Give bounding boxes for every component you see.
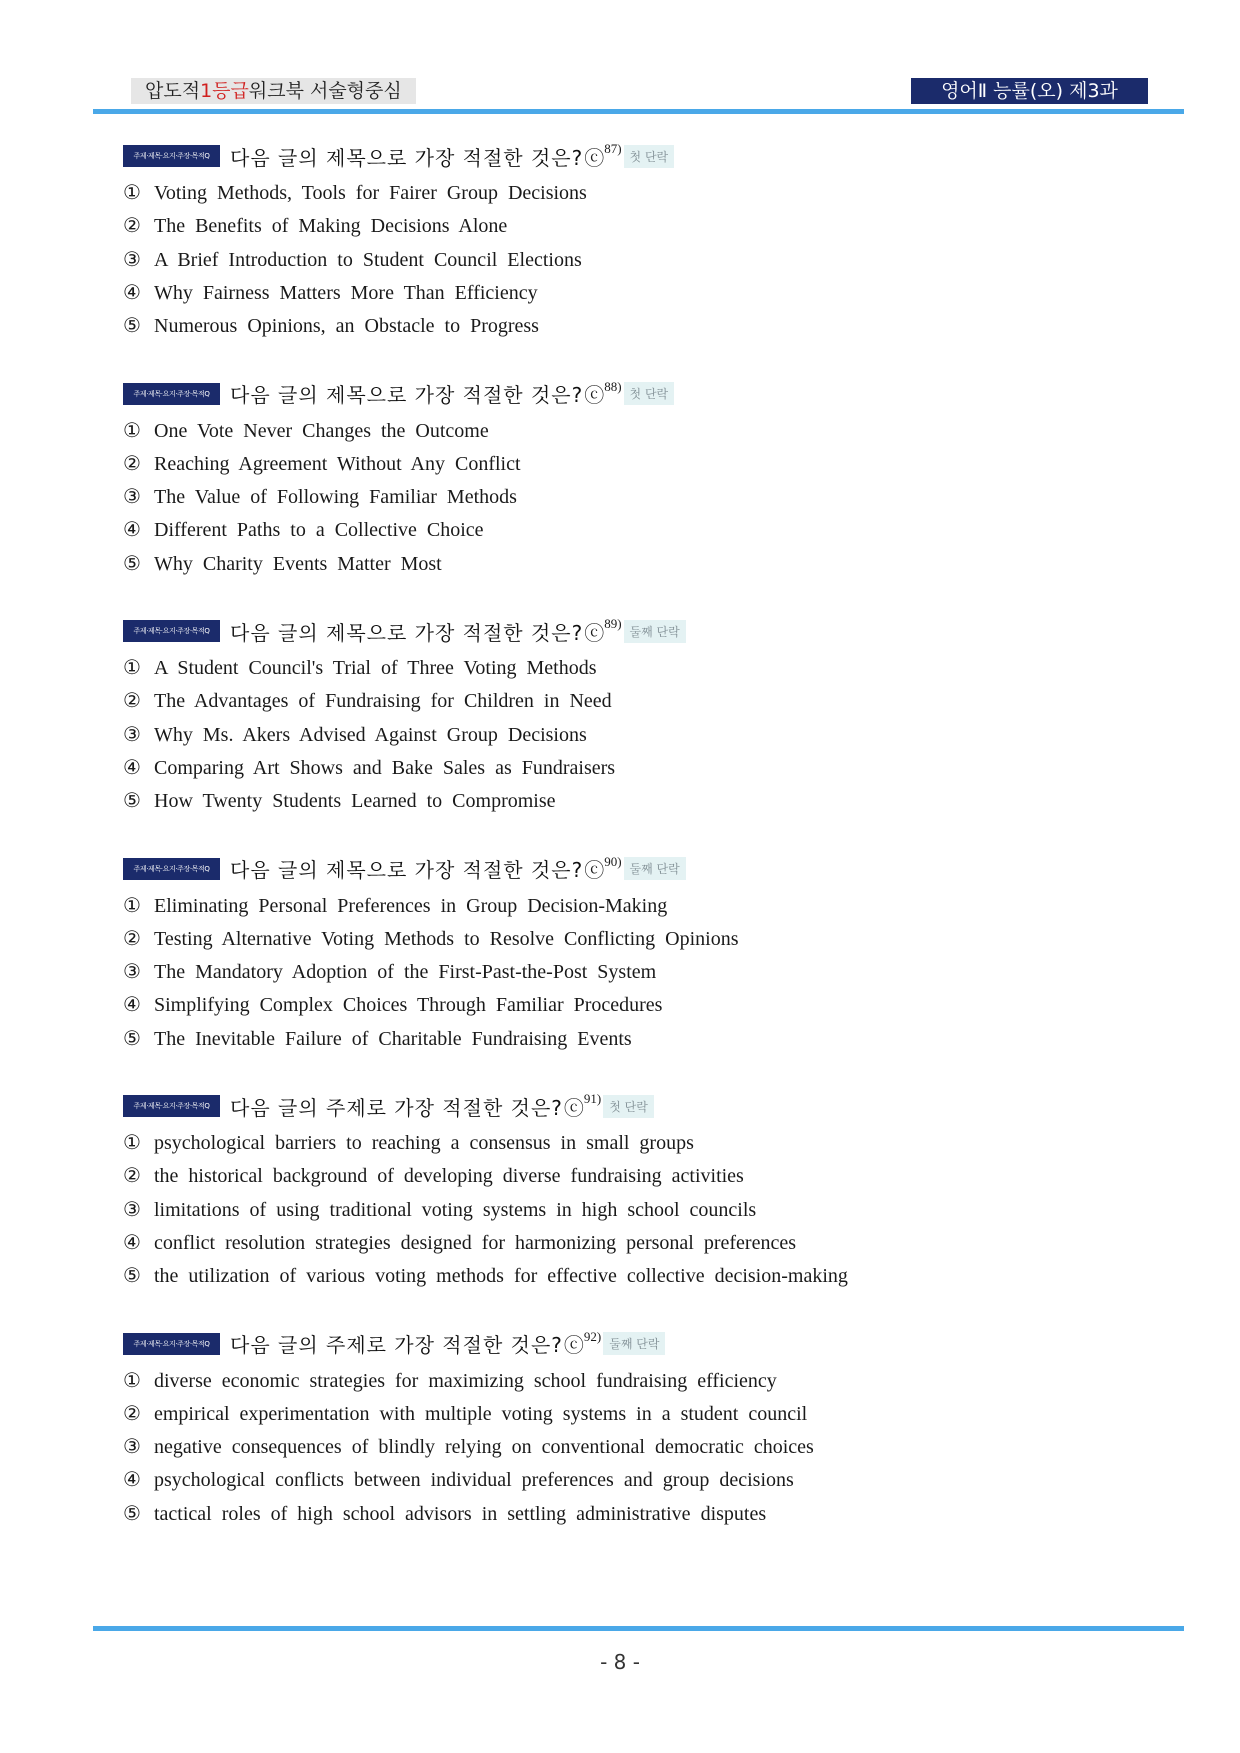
question-92 <box>123 1328 1123 1566</box>
option-number: ① <box>123 417 141 442</box>
workbook-title-prefix: 압도적 <box>145 80 201 102</box>
option-number: ④ <box>123 754 141 779</box>
option-text: Testing Alternative Voting Methods to Resolve Conflicting Opinions <box>154 927 739 950</box>
footer-rule <box>93 1626 1184 1631</box>
question-type-badge: 주제·제목·요지·주장·목적Q <box>123 1095 220 1117</box>
question-number: 88) <box>604 378 622 394</box>
option-number: ③ <box>123 484 141 509</box>
copyright-icon: ⓒ <box>584 860 605 882</box>
option-text: A Brief Introduction to Student Council Elections <box>154 248 582 271</box>
answer-option[interactable] <box>123 513 1123 546</box>
option-text: conflict resolution strategies designed for harmonizing personal preferences <box>154 1231 797 1254</box>
answer-options <box>123 889 1123 1055</box>
option-number: ③ <box>123 1196 141 1221</box>
option-number: ⑤ <box>123 313 141 338</box>
answer-option[interactable] <box>123 751 1123 784</box>
copyright-icon: ⓒ <box>563 1097 584 1120</box>
question-prompt: 다음 글의 제목으로 가장 적절한 것은? <box>230 858 584 882</box>
paragraph-tag: 둘째 단락 <box>624 857 686 880</box>
answer-option[interactable] <box>123 651 1123 684</box>
question-prompt: 다음 글의 주제로 가장 적절한 것은? <box>230 1095 563 1120</box>
copyright-icon: ⓒ <box>584 147 605 170</box>
option-text: the historical background of developing diverse fundraising activities <box>154 1165 744 1188</box>
answer-option[interactable] <box>123 955 1123 988</box>
option-text: tactical roles of high school advisors in settling administrative disputes <box>154 1502 767 1525</box>
question-type-badge: 주제·제목·요지·주장·목적Q <box>123 383 220 405</box>
answer-option[interactable] <box>123 1159 1123 1192</box>
answer-option[interactable] <box>123 1430 1123 1463</box>
paragraph-tag: 첫 단락 <box>624 145 675 168</box>
option-text: empirical experimentation with multiple voting systems in a student council <box>154 1402 808 1425</box>
answer-option[interactable] <box>123 784 1123 817</box>
answer-option[interactable] <box>123 176 1123 209</box>
option-text: Comparing Art Shows and Bake Sales as Fundraisers <box>154 756 616 779</box>
question-header <box>123 853 1123 885</box>
option-text: The Benefits of Making Decisions Alone <box>154 215 508 238</box>
option-text: psychological conflicts between individual preferences and group decisions <box>154 1469 794 1492</box>
option-number: ③ <box>123 959 141 984</box>
option-text: psychological barriers to reaching a consensus in small groups <box>154 1132 694 1154</box>
answer-options <box>123 414 1123 580</box>
question-prompt: 다음 글의 제목으로 가장 적절한 것은? <box>230 145 584 170</box>
answer-option[interactable] <box>123 1126 1123 1159</box>
option-text: limitations of using traditional voting systems in high school councils <box>154 1198 757 1221</box>
option-number: ④ <box>123 279 141 304</box>
workbook-title-suffix: 워크북 서술형중심 <box>248 80 402 102</box>
option-number: ③ <box>123 721 141 746</box>
question-prompt: 다음 글의 제목으로 가장 적절한 것은? <box>230 383 584 407</box>
answer-option[interactable] <box>123 447 1123 480</box>
header-rule <box>93 109 1184 114</box>
question-header <box>123 615 1123 647</box>
question-prompt: 다음 글의 제목으로 가장 적절한 것은? <box>230 620 584 645</box>
option-number: ① <box>123 892 141 917</box>
answer-option[interactable] <box>123 547 1123 580</box>
question-header <box>123 378 1123 410</box>
option-number: ④ <box>123 1467 141 1492</box>
workbook-title-accent: 1등급 <box>200 80 249 102</box>
lesson-title: 영어Ⅱ 능률(오) 제3과 <box>911 78 1148 104</box>
answer-option[interactable] <box>123 243 1123 276</box>
answer-option[interactable] <box>123 1193 1123 1226</box>
option-number: ⑤ <box>123 1500 141 1525</box>
option-text: A Student Council's Trial of Three Voting Methods <box>154 657 597 679</box>
option-number: ④ <box>123 517 141 542</box>
answer-options <box>123 1364 1123 1530</box>
answer-option[interactable] <box>123 1022 1123 1055</box>
answer-option[interactable] <box>123 209 1123 242</box>
answer-options <box>123 176 1123 342</box>
option-text: diverse economic strategies for maximizing school fundraising efficiency <box>154 1369 777 1392</box>
option-text: Why Charity Events Matter Most <box>154 552 442 575</box>
page-number: - 8 - <box>600 1650 640 1674</box>
answer-option[interactable] <box>123 1497 1123 1530</box>
answer-option[interactable] <box>123 988 1123 1021</box>
copyright-icon: ⓒ <box>584 622 605 645</box>
question-91 <box>123 1090 1123 1328</box>
paragraph-tag: 둘째 단락 <box>624 620 686 643</box>
option-text: Reaching Agreement Without Any Conflict <box>154 452 521 475</box>
option-text: One Vote Never Changes the Outcome <box>154 419 489 442</box>
question-prompt: 다음 글의 주제로 가장 적절한 것은? <box>230 1333 563 1357</box>
answer-option[interactable] <box>123 1463 1123 1496</box>
option-number: ① <box>123 180 141 204</box>
question-number: 89) <box>604 616 622 631</box>
question-88 <box>123 378 1123 616</box>
option-text: the utilization of various voting methods for effective collective decision-making <box>154 1265 848 1288</box>
answer-option[interactable] <box>123 1259 1123 1292</box>
question-number: 90) <box>604 853 622 869</box>
question-header <box>123 140 1123 172</box>
workbook-title <box>131 78 416 104</box>
answer-option[interactable] <box>123 276 1123 309</box>
question-89 <box>123 615 1123 853</box>
answer-option[interactable] <box>123 414 1123 447</box>
option-text: negative consequences of blindly relying on conventional democratic choices <box>154 1436 814 1459</box>
question-number: 87) <box>604 141 622 156</box>
question-87 <box>123 140 1123 378</box>
option-number: ⑤ <box>123 550 141 575</box>
answer-option[interactable] <box>123 1364 1123 1397</box>
option-text: How Twenty Students Learned to Compromise <box>154 790 556 813</box>
option-number: ④ <box>123 1229 141 1254</box>
option-text: The Value of Following Familiar Methods <box>154 486 517 509</box>
option-number: ② <box>123 1400 141 1425</box>
paragraph-tag: 첫 단락 <box>624 382 675 405</box>
answer-option[interactable] <box>123 309 1123 342</box>
option-text: Why Fairness Matters More Than Efficiency <box>154 281 538 304</box>
option-text: Eliminating Personal Preferences in Group Decision-Making <box>154 894 668 917</box>
answer-options <box>123 651 1123 817</box>
option-number: ③ <box>123 1434 141 1459</box>
answer-option[interactable] <box>123 1226 1123 1259</box>
option-number: ⑤ <box>123 788 141 813</box>
question-number: 91) <box>583 1091 602 1106</box>
option-number: ① <box>123 1367 141 1392</box>
option-text: Different Paths to a Collective Choice <box>154 519 484 542</box>
answer-option[interactable] <box>123 480 1123 513</box>
question-type-badge: 주제·제목·요지·주장·목적Q <box>123 858 220 880</box>
option-number: ① <box>123 1130 141 1154</box>
paragraph-tag: 둘째 단락 <box>603 1332 665 1355</box>
option-number: ② <box>123 1163 141 1188</box>
copyright-icon: ⓒ <box>563 1335 584 1357</box>
question-type-badge: 주제·제목·요지·주장·목적Q <box>123 145 220 167</box>
option-number: ⑤ <box>123 1263 141 1288</box>
option-number: ② <box>123 925 141 950</box>
answer-option[interactable] <box>123 889 1123 922</box>
option-number: ② <box>123 688 141 713</box>
option-number: ② <box>123 213 141 238</box>
question-type-badge: 주제·제목·요지·주장·목적Q <box>123 1333 220 1355</box>
question-number: 92) <box>583 1328 602 1344</box>
answer-option[interactable] <box>123 718 1123 751</box>
option-number: ③ <box>123 246 141 271</box>
answer-option[interactable] <box>123 684 1123 717</box>
question-header <box>123 1090 1123 1122</box>
option-text: Numerous Opinions, an Obstacle to Progress <box>154 315 539 338</box>
option-number: ② <box>123 450 141 475</box>
option-text: The Inevitable Failure of Charitable Fundraising Events <box>154 1027 632 1050</box>
option-number: ① <box>123 655 141 679</box>
option-text: The Mandatory Adoption of the First-Past-the-Post System <box>154 961 657 984</box>
option-number: ④ <box>123 992 141 1017</box>
answer-option[interactable] <box>123 1397 1123 1430</box>
option-text: Voting Methods, Tools for Fairer Group Decisions <box>154 182 587 204</box>
question-header <box>123 1328 1123 1360</box>
copyright-icon: ⓒ <box>584 385 605 407</box>
answer-option[interactable] <box>123 922 1123 955</box>
option-text: Simplifying Complex Choices Through Familiar Procedures <box>154 994 663 1017</box>
question-90 <box>123 853 1123 1091</box>
option-text: Why Ms. Akers Advised Against Group Decisions <box>154 723 587 746</box>
option-text: The Advantages of Fundraising for Children in Need <box>154 690 612 713</box>
answer-options <box>123 1126 1123 1292</box>
question-type-badge: 주제·제목·요지·주장·목적Q <box>123 620 220 642</box>
paragraph-tag: 첫 단락 <box>603 1095 654 1118</box>
question-list <box>123 140 1123 1565</box>
option-number: ⑤ <box>123 1025 141 1050</box>
